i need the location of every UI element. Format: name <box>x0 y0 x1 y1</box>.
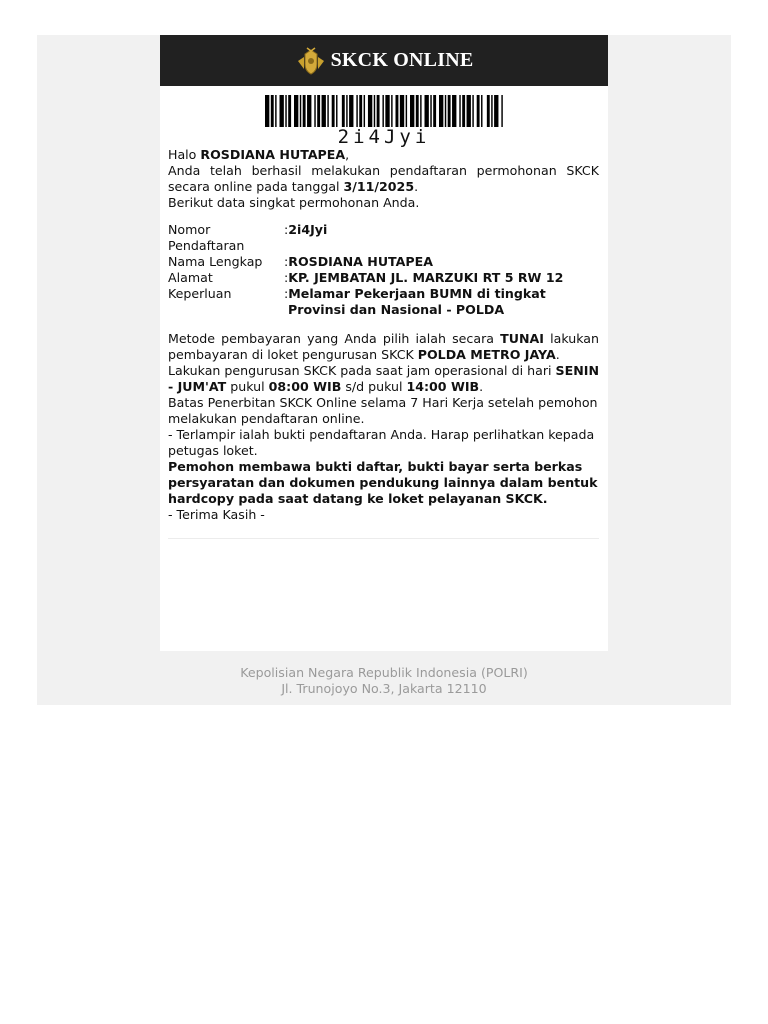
footer-organization: Kepolisian Negara Republik Indonesia (POLRI) <box>240 665 528 680</box>
barcode-bar <box>467 95 471 127</box>
start-time: 08:00 WIB <box>268 379 342 394</box>
barcode-bar <box>410 95 414 127</box>
detail-label: Alamat <box>168 270 213 285</box>
detail-row-registration-number: Nomor Pendaftaran :2i4Jyi <box>168 222 328 253</box>
barcode-bar <box>280 95 284 127</box>
attachment-paragraph: - Terlampir ialah bukti pendaftaran Anda. Harap perlihatkan kepada petugas loket. <box>168 427 595 458</box>
barcode-bar <box>285 95 286 127</box>
email-header <box>160 35 608 86</box>
barcode-bar <box>481 95 482 127</box>
summary-intro: Berikut data singkat permohonan Anda. <box>168 195 420 210</box>
barcode-bar <box>452 95 456 127</box>
details-table <box>168 222 599 318</box>
barcode-image <box>265 95 503 127</box>
barcode-bar <box>356 95 357 127</box>
brand-logo <box>295 47 474 75</box>
barcode-bar <box>346 95 347 127</box>
detail-row-purpose: Keperluan :Melamar Pekerjaan BUMN di tingkat Provinsi dan Nasional - POLDA <box>168 286 599 318</box>
barcode-bar <box>494 95 498 127</box>
barcode-bar <box>377 95 380 127</box>
barcode-bar <box>368 95 372 127</box>
barcode-bar <box>327 95 328 127</box>
closing-text: - Terima Kasih - <box>168 507 265 522</box>
divider <box>168 538 599 539</box>
barcode-bar <box>491 95 492 127</box>
deadline-paragraph: Batas Penerbitan SKCK Online selama 7 Hari Kerja setelah pemohon melakukan pendaftaran online. <box>168 395 598 426</box>
payment-paragraph: Metode pembayaran yang Anda pilih ialah secara TUNAI lakukan pembayaran di loket pengurusan SKCK POLDA METRO JAYA. <box>168 331 599 362</box>
barcode-bar <box>385 95 389 127</box>
notice-paragraph: Pemohon membawa bukti daftar, bukti bayar serta berkas persyaratan dan dokumen pendukung lainnya dalam bentuk hardcopy pada saat datang ke loket pelayanan SKCK. <box>168 459 598 506</box>
detail-label: Nama Lengkap <box>168 254 263 269</box>
barcode-bar <box>459 95 460 127</box>
detail-value: ROSDIANA HUTAPEA <box>288 254 433 269</box>
barcode-bar <box>322 95 326 127</box>
schedule-paragraph: Lakukan pengurusan SKCK pada saat jam operasional di hari SENIN - JUM'AT pukul 08:00 WIB s/d pukul 14:00 WIB. <box>168 363 599 394</box>
intro-paragraph: Anda telah berhasil melakukan pendaftaran permohonan SKCK secara online pada tanggal 3/11/2025. <box>168 163 599 194</box>
barcode-bar <box>406 95 407 127</box>
barcode-bar <box>271 95 274 127</box>
barcode-bar <box>300 95 301 127</box>
barcode-bar <box>317 95 320 127</box>
email-body <box>160 147 608 539</box>
barcode-bar <box>400 95 404 127</box>
barcode-bar <box>448 95 451 127</box>
barcode-bar <box>382 95 383 127</box>
footer-address: Jl. Trunojoyo No.3, Jakarta 12110 <box>281 681 487 696</box>
barcode-bar <box>349 95 353 127</box>
barcode-bar <box>487 95 490 127</box>
barcode-bar <box>288 95 291 127</box>
detail-label: Nomor Pendaftaran <box>168 222 245 253</box>
barcode-bar <box>396 95 399 127</box>
recipient-name: ROSDIANA HUTAPEA <box>200 147 346 162</box>
police-emblem-icon <box>295 47 327 75</box>
barcode-bar <box>303 95 306 127</box>
barcode-bar <box>420 95 421 127</box>
barcode-bar <box>364 95 365 127</box>
barcode-bar <box>374 95 375 127</box>
barcode-bar <box>425 95 429 127</box>
barcode-bar <box>430 95 431 127</box>
barcode-bar <box>294 95 298 127</box>
barcode-bar <box>477 95 480 127</box>
barcode-bar <box>265 95 269 127</box>
barcode-bar <box>314 95 315 127</box>
greeting: Halo ROSDIANA HUTAPEA, <box>168 147 350 162</box>
barcode-bar <box>472 95 473 127</box>
barcode-bar <box>275 95 276 127</box>
email-card <box>160 35 608 651</box>
detail-row-address: Alamat :KP. JEMBATAN JL. MARZUKI RT 5 RW 12 <box>168 270 564 285</box>
barcode-bar <box>307 95 311 127</box>
barcode-bar <box>391 95 392 127</box>
detail-value: Melamar Pekerjaan BUMN di tingkat <box>288 286 546 301</box>
registration-date: 3/11/2025 <box>343 179 415 194</box>
barcode-bar <box>439 95 443 127</box>
detail-label: Keperluan <box>168 286 232 301</box>
barcode-bar <box>342 95 345 127</box>
detail-value-continued: Provinsi dan Nasional - POLDA <box>288 302 505 317</box>
detail-value: 2i4Jyi <box>288 222 328 237</box>
email-background <box>37 35 731 705</box>
barcode-bar <box>416 95 419 127</box>
registration-code: 2i4Jyi <box>337 126 431 148</box>
barcode-bar <box>462 95 465 127</box>
detail-row-full-name: Nama Lengkap :ROSDIANA HUTAPEA <box>168 254 433 269</box>
barcode-bar <box>336 95 337 127</box>
barcode-bar <box>433 95 436 127</box>
barcode-bar <box>359 95 362 127</box>
operating-days: SENIN - JUM'AT <box>168 363 599 394</box>
barcode-bar <box>332 95 335 127</box>
brand-name: SKCK ONLINE <box>330 49 474 71</box>
end-time: 14:00 WIB <box>406 379 480 394</box>
payment-method: TUNAI <box>500 331 544 346</box>
email-footer <box>37 665 731 697</box>
barcode-bar <box>501 95 502 127</box>
payment-place: POLDA METRO JAYA <box>417 347 556 362</box>
detail-value: KP. JEMBATAN JL. MARZUKI RT 5 RW 12 <box>288 270 564 285</box>
barcode-bar <box>445 95 446 127</box>
